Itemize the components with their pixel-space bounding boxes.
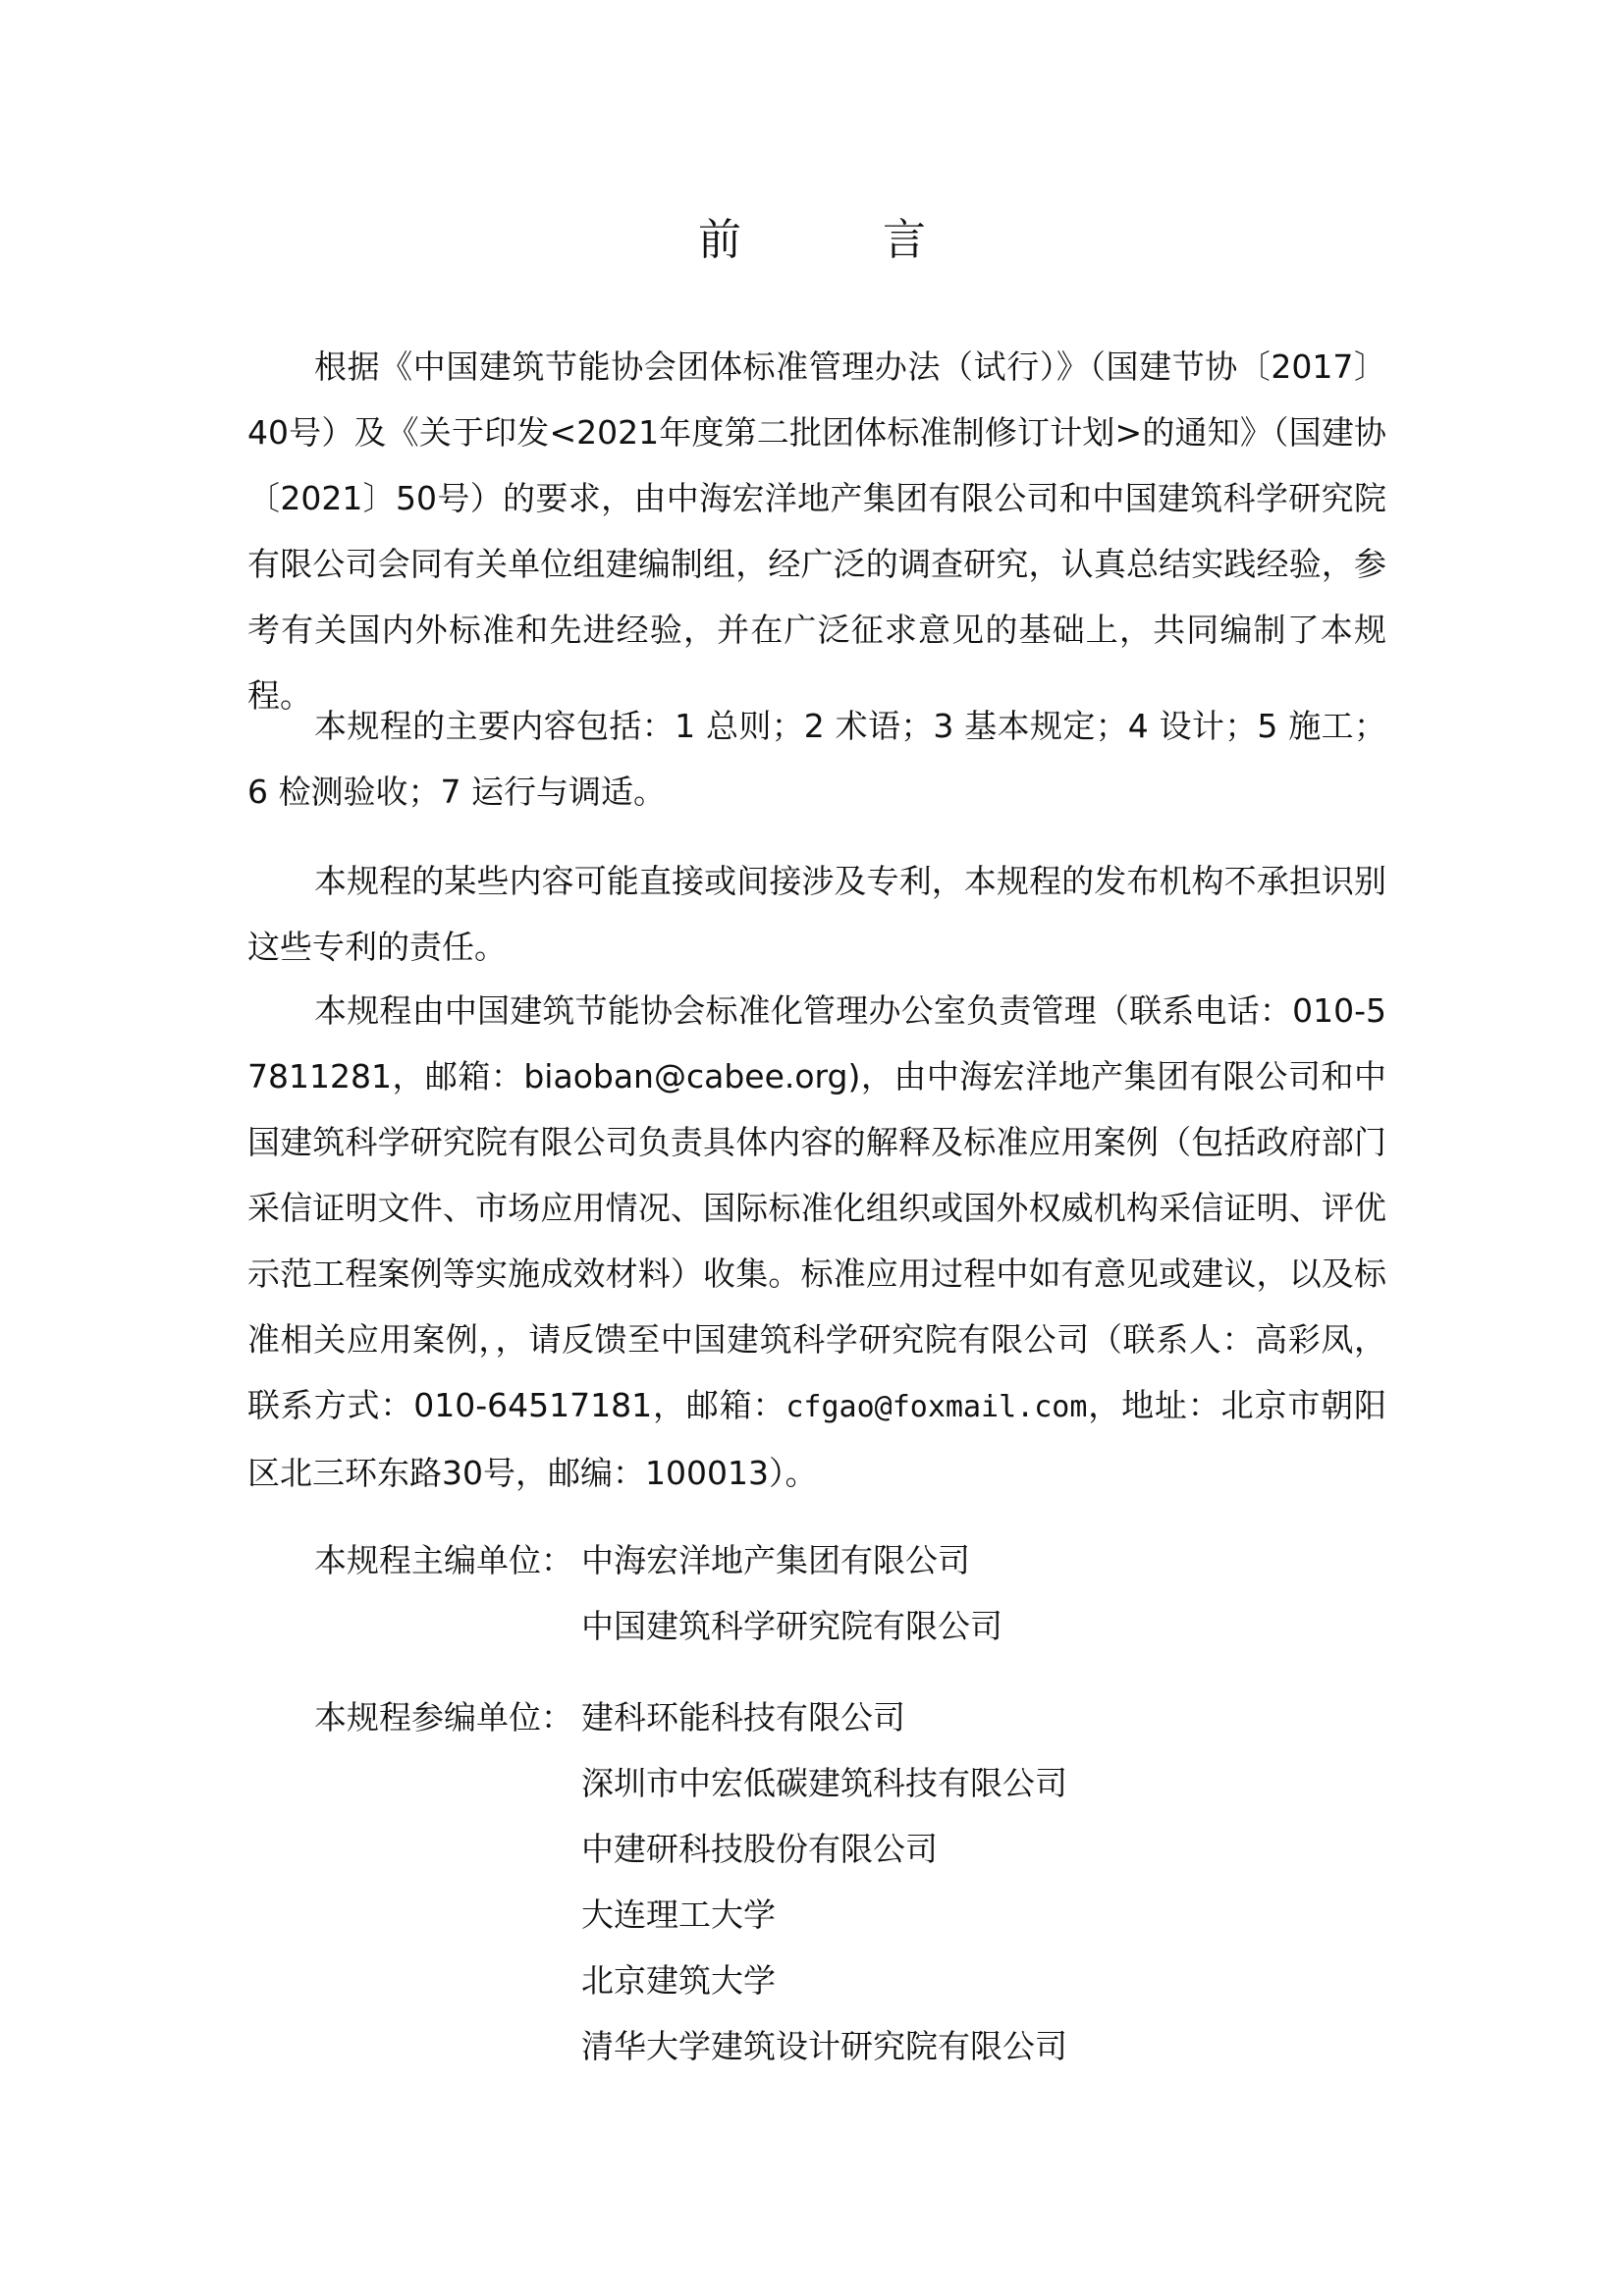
participant-unit: 大连理工大学 (581, 1896, 776, 1934)
page-title: 前 言 (698, 215, 975, 265)
participant-unit: 建科环能科技有限公司 (581, 1698, 905, 1736)
chief-editor-list (581, 1527, 1002, 1659)
chief-editor-label: 本规程主编单位： (314, 1541, 573, 1579)
contact-email: cfgao@foxmail.com (785, 1390, 1088, 1424)
chief-editor-unit: 中国建筑科学研究院有限公司 (581, 1607, 1002, 1645)
participant-list (581, 1684, 1067, 2079)
paragraph-patent: 本规程的某些内容可能直接或间接涉及专利，本规程的发布机构不承担识别这些专利的责任。 (247, 862, 1386, 966)
management-text-a: 本规程由中国建筑节能协会标准化管理办公室负责管理（联系电话：010-57811281，邮箱：biaoban@cabee.org)，由中海宏洋地产集团有限公司和中国建筑科学研究院有限公司负责具体内容的解释及标准应用案例（包括政府部门采信证明文件、市场应用情况、国际标准化组织或国外权威机构采信证明、评优示范工程案例等实施成效材料）收集。标准应用过程中如有意见或建议，以及标准相关应用案例，，请反馈至中国建筑科学研究院有限公司（联系人：高彩凤，联系方式：010-64517181，邮箱： (247, 991, 1386, 1424)
paragraph-management (247, 978, 1386, 1506)
participant-units (247, 1684, 1067, 2079)
participant-unit: 深圳市中宏低碳建筑科技有限公司 (581, 1764, 1067, 1802)
chief-editor-unit: 中海宏洋地产集团有限公司 (581, 1541, 970, 1579)
participant-unit: 北京建筑大学 (581, 1961, 776, 2000)
management-text-b: ，地址：北京市朝阳区北三环东路30号，邮编：100013）。 (247, 1386, 1387, 1492)
participant-unit: 中建研科技股份有限公司 (581, 1830, 938, 1868)
chief-editor-units (247, 1527, 1002, 1659)
paragraph-basis: 根据《中国建筑节能协会团体标准管理办法（试行）》（国建节协〔2017〕40号）及《关于印发<2021年度第二批团体标准制修订计划>的通知》（国建协〔2021〕50号）的要求，由中海宏洋地产集团有限公司和中国建筑科学研究院有限公司会同有关单位组建编制组，经广泛的调查研究，认真总结实践经验，参考有关国内外标准和先进经验，并在广泛征求意见的基础上，共同编制了本规程。 (247, 347, 1386, 715)
participant-unit: 清华大学建筑设计研究院有限公司 (581, 2027, 1067, 2065)
paragraph-contents: 本规程的主要内容包括：1 总则；2 术语；3 基本规定；4 设计；5 施工；6 检测验收；7 运行与调适。 (247, 707, 1386, 811)
participant-label: 本规程参编单位： (314, 1698, 573, 1736)
